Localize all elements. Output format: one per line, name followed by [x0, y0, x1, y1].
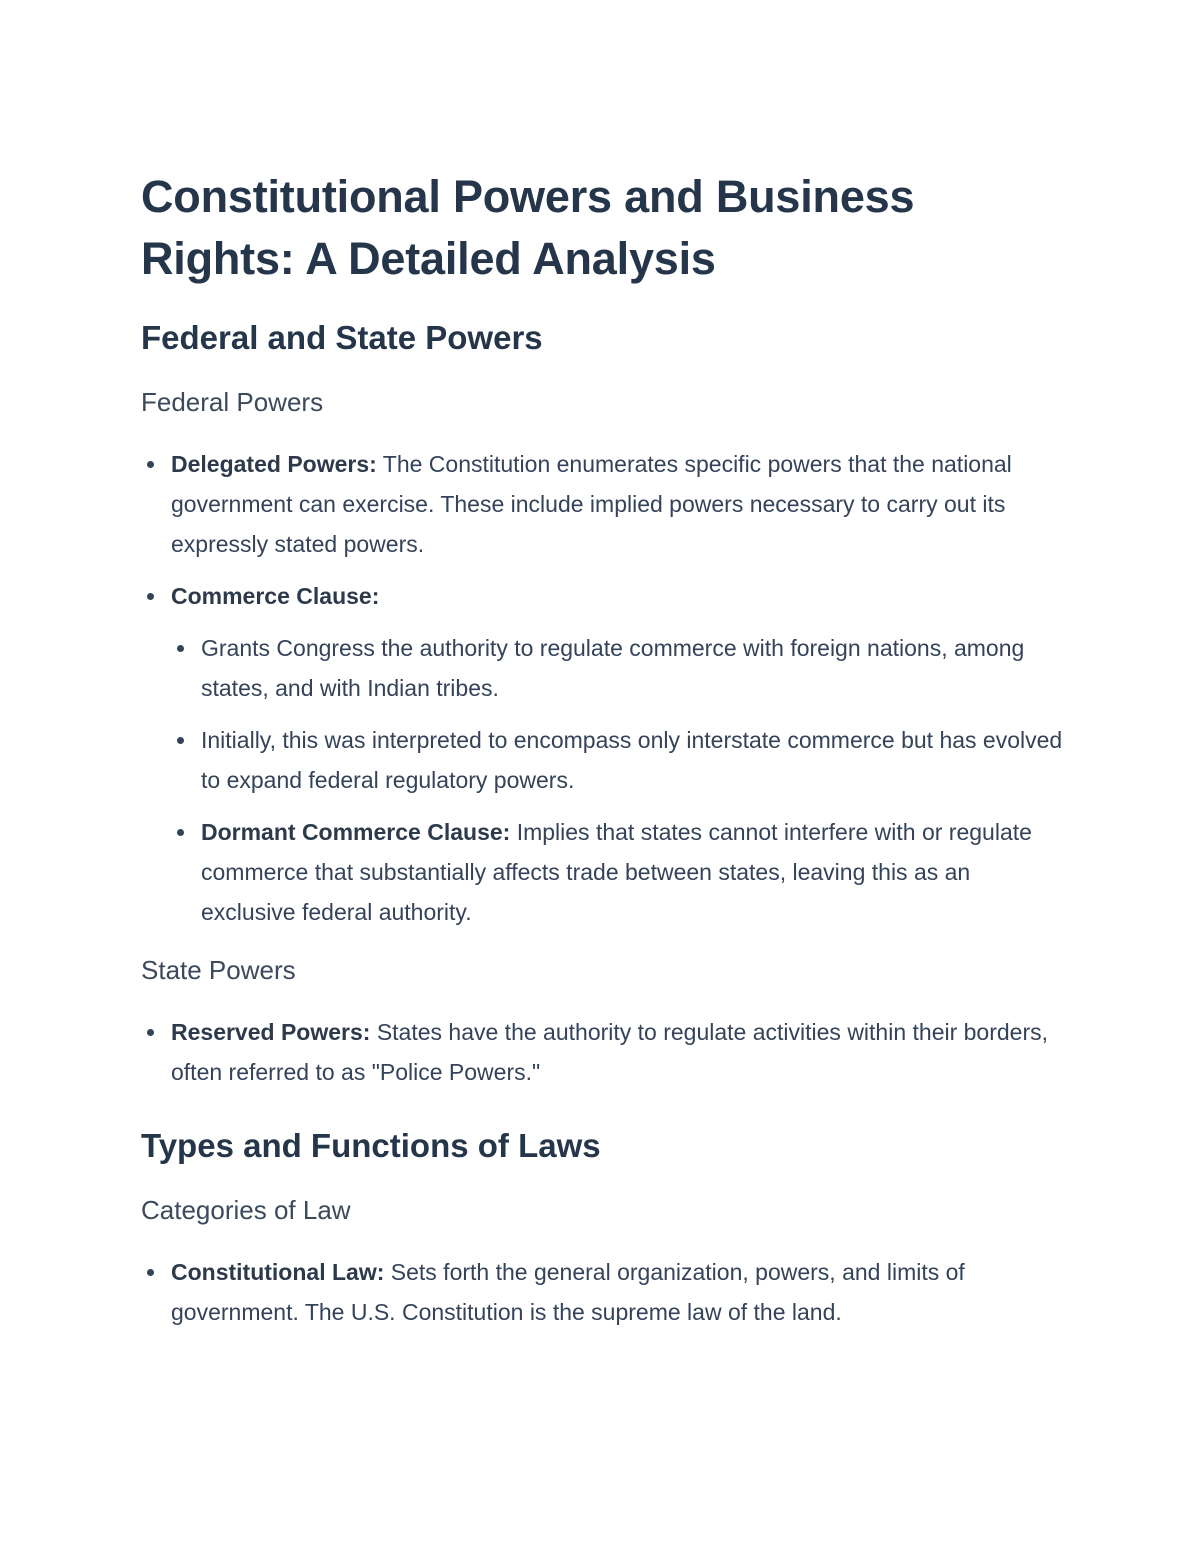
- bullet-icon: [147, 461, 154, 468]
- list-item-dormant-commerce-clause: [201, 812, 1071, 932]
- text-reserved-powers: States have the authority to regulate activities within their borders, often referred to as "Police Powers.": [171, 1019, 1049, 1085]
- text-commerce-grants: Grants Congress the authority to regulate commerce with foreign nations, among states, and with Indian tribes.: [201, 635, 1025, 701]
- state-powers-list: [141, 1012, 1071, 1092]
- term-dormant-commerce-clause: Dormant Commerce Clause:: [201, 819, 511, 845]
- term-commerce-clause: Commerce Clause:: [171, 583, 380, 609]
- bullet-icon: [177, 737, 184, 744]
- subsection-heading-state-powers: State Powers: [141, 955, 296, 985]
- section-heading-federal-state-powers: Federal and State Powers: [141, 319, 543, 356]
- page-title-line-1: Constitutional Powers and Business: [141, 171, 915, 222]
- commerce-clause-sublist: [171, 628, 1071, 932]
- term-delegated-powers: Delegated Powers:: [171, 451, 377, 477]
- subsection-heading-categories-of-law: Categories of Law: [141, 1195, 351, 1225]
- bullet-icon: [177, 645, 184, 652]
- bullet-icon: [147, 593, 154, 600]
- list-item-commerce-grants: [201, 628, 1071, 708]
- section-heading-types-functions-laws: Types and Functions of Laws: [141, 1127, 601, 1164]
- text-dormant-commerce-clause: Implies that states cannot interfere with or regulate commerce that substantially affects trade between states, leaving this as an exclusive federal authority.: [201, 819, 1032, 925]
- bullet-icon: [147, 1029, 154, 1036]
- list-item-commerce-clause: [171, 576, 1071, 932]
- document-page: [141, 166, 1071, 1344]
- text-commerce-interpretation: Initially, this was interpreted to encompass only interstate commerce but has evolved to expand federal regulatory powers.: [201, 727, 1063, 793]
- text-delegated-powers: The Constitution enumerates specific powers that the national government can exercise. These include implied powers necessary to carry out its expressly stated powers.: [171, 451, 1012, 557]
- term-reserved-powers: Reserved Powers:: [171, 1019, 371, 1045]
- page-title: [141, 166, 1071, 290]
- page-title-line-2: Rights: A Detailed Analysis: [141, 233, 716, 284]
- list-item-delegated-powers: [171, 444, 1071, 564]
- categories-of-law-list: [141, 1252, 1071, 1332]
- federal-powers-list: [141, 444, 1071, 932]
- term-constitutional-law: Constitutional Law:: [171, 1259, 385, 1285]
- text-constitutional-law: Sets forth the general organization, powers, and limits of government. The U.S. Constitution is the supreme law of the land.: [171, 1259, 965, 1325]
- list-item-commerce-interpretation: [201, 720, 1071, 800]
- bullet-icon: [177, 829, 184, 836]
- bullet-icon: [147, 1269, 154, 1276]
- subsection-heading-federal-powers: Federal Powers: [141, 387, 324, 417]
- list-item-constitutional-law: [171, 1252, 1071, 1332]
- list-item-reserved-powers: [171, 1012, 1071, 1092]
